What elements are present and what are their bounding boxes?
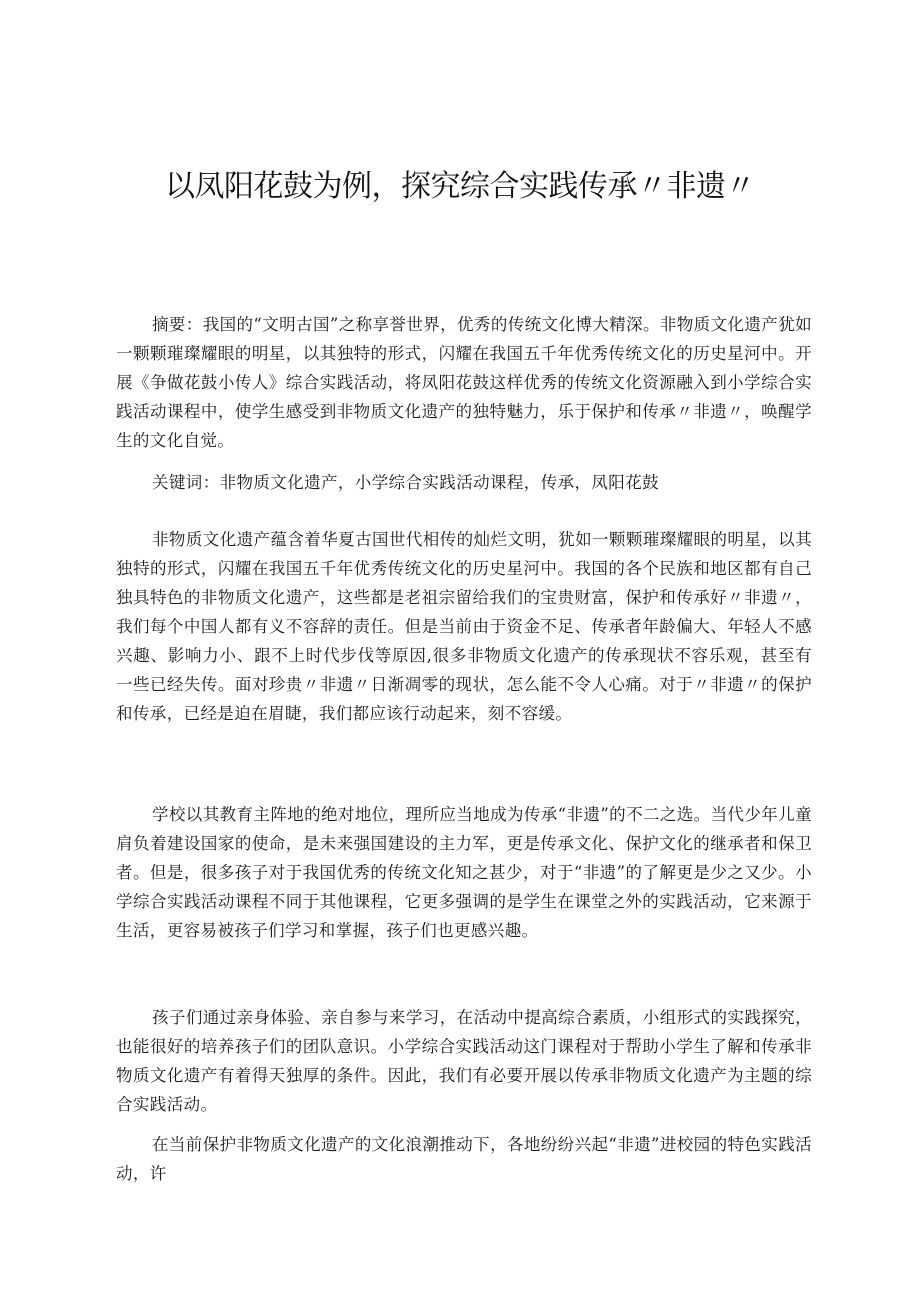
- body-paragraph: 孩子们通过亲身体验、亲自参与来学习，在活动中提高综合素质，小组形式的实践探究，也能很好的培养孩子们的团队意识。小学综合实践活动这门课程对于帮助小学生了解和传承非物质文化遗产有着得天独厚的条件。因此，我们有必要开展以传承非物质文化遗产为主题的综合实践活动。: [116, 1008, 812, 1114]
- abstract-paragraph: 摘要：我国的“文明古国”之称享誉世界，优秀的传统文化博大精深。非物质文化遗产犹如一颗颗璀璨耀眼的明星，以其独特的形式，闪耀在我国五千年优秀传统文化的历史星河中。开展《争做花鼓小传人》综合实践活动，将凤阳花鼓这样优秀的传统文化资源融入到小学综合实践活动课程中，使学生感受到非物质文化遗产的独特魅力，乐于保护和传承〃非遗〃，唤醒学生的文化自觉。: [116, 315, 812, 450]
- body-paragraph: 非物质文化遗产蕴含着华夏古国世代相传的灿烂文明，犹如一颗颗璀璨耀眼的明星，以其独特的形式，闪耀在我国五千年优秀传统文化的历史星河中。我国的各个民族和地区都有自己独具特色的非物质文化遗产，这些都是老祖宗留给我们的宝贵财富，保护和传承好〃非遗〃，我们每个中国人都有义不容辞的责任。但是当前由于资金不足、传承者年龄偏大、年轻人不感兴趣、影响力小、跟不上时代步伐等原因,很多非物质文化遗产的传承现状不容乐观，甚至有一些已经失传。面对珍贵〃非遗〃日渐凋零的现状，怎么能不令人心痛。对于〃非遗〃的保护和传承，已经是迫在眉睫，我们都应该行动起来，刻不容缓。: [116, 530, 812, 723]
- body-paragraph: 在当前保护非物质文化遗产的文化浪潮推动下，各地纷纷兴起“非遗”进校园的特色实践活动，许: [116, 1135, 812, 1183]
- document-title: 以凤阳花鼓为例，探究综合实践传承〃非遗〃: [165, 169, 755, 204]
- keywords-paragraph: 关键词：非物质文化遗产，小学综合实践活动课程，传承，凤阳花鼓: [152, 473, 659, 492]
- body-paragraph: 学校以其教育主阵地的绝对地位，理所应当地成为传承“非遗”的不二之选。当代少年儿童肩负着建设国家的使命，是未来强国建设的主力军，更是传承文化、保护文化的继承者和保卫者。但是，很多孩子对于我国优秀的传统文化知之甚少，对于“非遗”的了解更是少之又少。小学综合实践活动课程不同于其他课程，它更多强调的是学生在课堂之外的实践活动，它来源于生活，更容易被孩子们学习和掌握，孩子们也更感兴趣。: [116, 805, 812, 940]
